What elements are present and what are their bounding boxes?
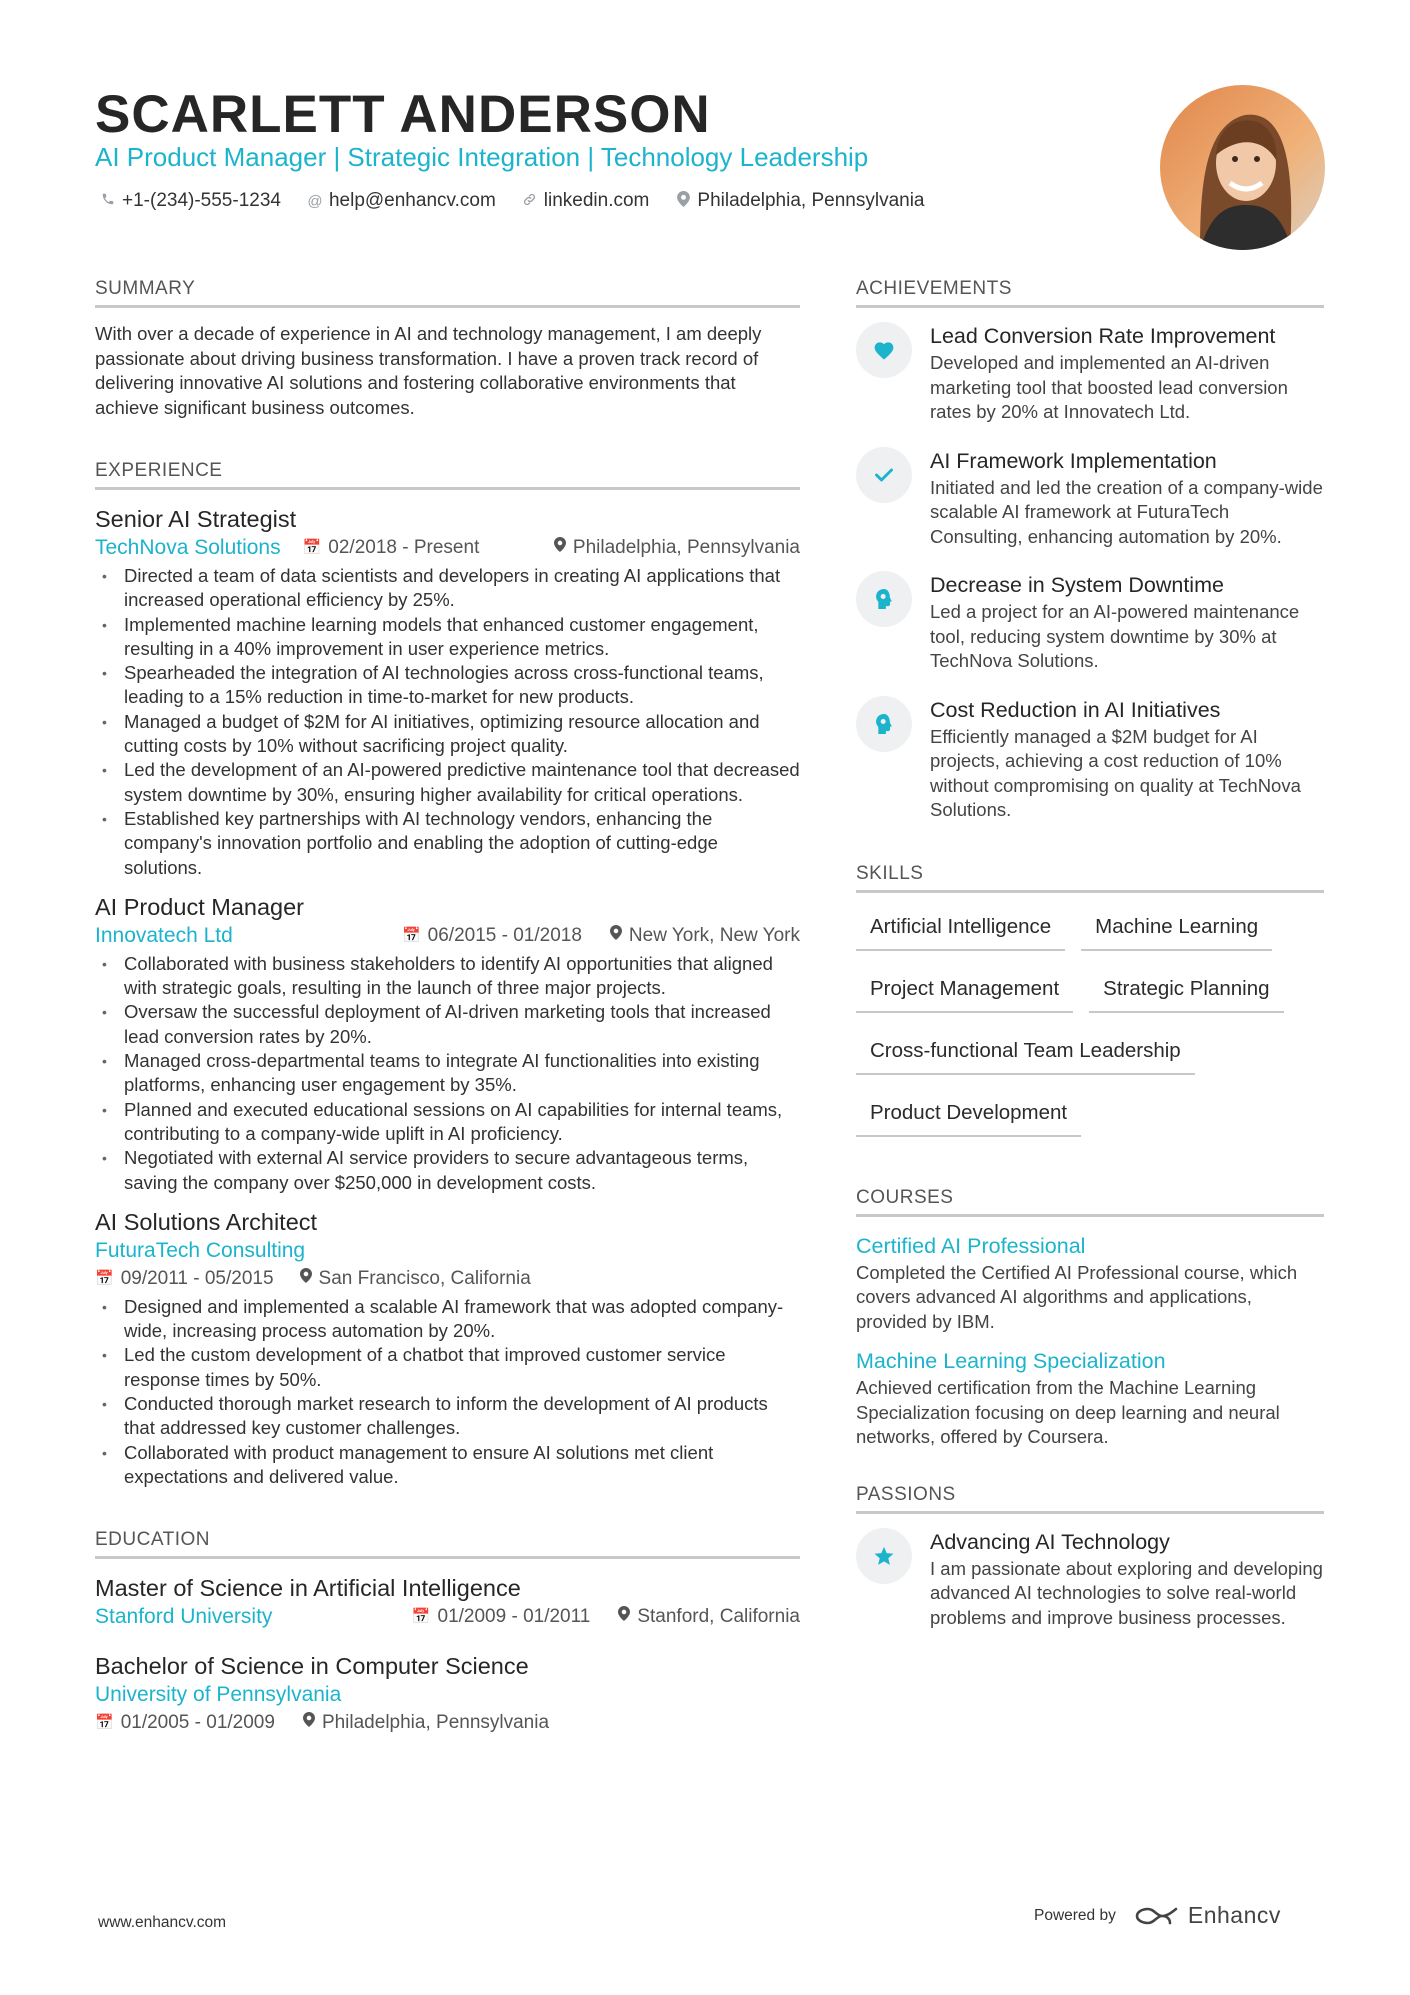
bullet: • Managed cross-departmental teams to integrate AI functionalities into existing platforms, enhancing user engagement by 35%.: [95, 1049, 800, 1098]
job-bullets: [95, 952, 800, 1195]
company-name: Innovatech Ltd: [95, 923, 233, 947]
bullet: • Implemented machine learning models that enhanced customer engagement, resulting in a 40% improvement in user experience metrics.: [95, 613, 800, 662]
experience-heading: EXPERIENCE: [95, 460, 800, 490]
contact-phone[interactable]: [100, 190, 281, 212]
course-item: [856, 1346, 1324, 1450]
passion-item: [856, 1528, 1324, 1631]
calendar-icon: 📅: [302, 539, 322, 556]
contact-email[interactable]: [307, 190, 496, 212]
skill-tag: Project Management: [856, 969, 1073, 1013]
brand-name: Enhancv: [1187, 1902, 1281, 1928]
bullet: • Negotiated with external AI service providers to secure advantageous terms, saving the company over $250,000 in development costs.: [95, 1146, 800, 1195]
enhancv-logo-icon: [1134, 1904, 1180, 1928]
dates-text: 02/2018 - Present: [328, 537, 480, 558]
linkedin-text: linkedin.com: [543, 190, 650, 211]
achievement-desc: Initiated and led the creation of a company-wide scalable AI framework at FuturaTech Consulting, enhancing automation by 20%.: [930, 476, 1323, 547]
skill-tag: Product Development: [856, 1093, 1081, 1137]
star-icon: [856, 1528, 912, 1584]
calendar-icon: 📅: [95, 1269, 114, 1287]
location-text: Philadelphia, Pennsylvania: [572, 537, 800, 558]
job-title: AI Solutions Architect: [95, 1208, 318, 1235]
degree: Master of Science in Artificial Intelligence: [95, 1575, 521, 1602]
job-bullets: [95, 564, 800, 880]
dates-text: 06/2015 - 01/2018: [427, 924, 582, 946]
right-column: [856, 278, 1324, 1652]
achievement-item: [856, 696, 1324, 823]
course-title: Machine Learning Specialization: [856, 1349, 1166, 1373]
course-title: Certified AI Professional: [856, 1233, 1086, 1258]
dates-text: 09/2011 - 05/2015: [120, 1267, 274, 1289]
company-name: FuturaTech Consulting: [95, 1238, 306, 1262]
achievement-item: [856, 447, 1324, 550]
bullet: • Established key partnerships with AI technology vendors, enhancing the company's innovation portfolio and enabling the adoption of cutting-edge solutions.: [95, 807, 800, 880]
calendar-icon: 📅: [95, 1714, 114, 1732]
job-title: AI Product Manager: [95, 893, 304, 920]
passion-desc: I am passionate about exploring and developing advanced AI technologies to solve real-world problems and improve business processes.: [930, 1557, 1323, 1628]
left-column: [95, 278, 800, 1737]
phone-icon: [100, 192, 116, 210]
education-meta: [95, 1603, 800, 1631]
course-item: [856, 1231, 1324, 1335]
experience-item: [95, 892, 800, 1195]
job-meta: [95, 534, 800, 562]
school-name: University of Pennsylvania: [95, 1683, 342, 1707]
powered-by-label: Powered by: [1034, 1906, 1116, 1924]
email-text: help@enhancv.com: [328, 190, 496, 211]
school-name: Stanford University: [95, 1605, 273, 1629]
education-meta: [95, 1709, 800, 1737]
education-dates: [412, 1603, 591, 1631]
location-text: New York, New York: [628, 924, 800, 946]
contact-row: [100, 190, 925, 212]
passions-heading: PASSIONS: [856, 1484, 1324, 1514]
degree: Bachelor of Science in Computer Science: [95, 1653, 529, 1680]
skill-tag: Artificial Intelligence: [856, 907, 1065, 951]
location-icon: [610, 922, 622, 950]
achievement-title: Lead Conversion Rate Improvement: [930, 324, 1276, 348]
job-dates: [303, 534, 480, 562]
dates-text: 01/2009 - 01/2011: [437, 1606, 591, 1628]
calendar-icon: 📅: [411, 1608, 431, 1626]
courses-heading: COURSES: [856, 1187, 1324, 1217]
job-bullets: [95, 1295, 800, 1489]
footer-branding: [1034, 1902, 1281, 1929]
headline: AI Product Manager | Strategic Integration | Technology Leadership: [95, 142, 869, 172]
passion-title: Advancing AI Technology: [930, 1529, 1170, 1554]
phone-text: +1-(234)-555-1234: [122, 190, 281, 211]
achievement-desc: Led a project for an AI-powered maintenance tool, reducing system downtime by 30% at TechNova Solutions.: [930, 601, 1300, 671]
bullet: • Collaborated with product management to ensure AI solutions met client expectations and delivered value.: [95, 1441, 800, 1490]
bullet: • Led the development of an AI-powered predictive maintenance tool that decreased system downtime by 30%, ensuring higher availability for critical operations.: [95, 758, 800, 807]
achievement-desc: Efficiently managed a $2M budget for AI projects, achieving a cost reduction of 10% without compromising on quality at TechNova Solutions.: [930, 725, 1301, 820]
calendar-icon: 📅: [401, 926, 421, 944]
job-location: [610, 922, 800, 950]
bullet: • Managed a budget of $2M for AI initiatives, optimizing resource allocation and cutting costs by 10% without sacrificing project quality.: [95, 710, 800, 759]
course-desc: Completed the Certified AI Professional course, which covers advanced AI algorithms and applications, provided by IBM.: [856, 1261, 1298, 1332]
education-location: [618, 1603, 800, 1631]
heart-icon: [856, 322, 912, 378]
achievement-title: Cost Reduction in AI Initiatives: [930, 697, 1221, 722]
education-location: [303, 1709, 549, 1737]
location-icon: [618, 1603, 630, 1631]
location-icon: [675, 191, 691, 211]
achievement-title: Decrease in System Downtime: [930, 573, 1224, 597]
brand-logo[interactable]: [1134, 1902, 1281, 1929]
location-icon: [300, 1265, 312, 1293]
bullet: • Spearheaded the integration of AI technologies across cross-functional teams, leading to a 15% reduction in time-to-market for new products.: [95, 661, 800, 710]
bullet: • Directed a team of data scientists and developers in creating AI applications that increased operational efficiency by 25%.: [95, 564, 800, 613]
profile-photo: [1160, 85, 1325, 250]
check-icon: [856, 447, 912, 503]
skill-tag: Cross-functional Team Leadership: [856, 1031, 1195, 1075]
job-location: [554, 534, 800, 562]
experience-item: [95, 504, 800, 880]
job-dates: [95, 1265, 274, 1293]
summary-text: With over a decade of experience in AI and technology management, I am deeply passionate about driving business transformation. I have a proven track record of delivering innovative AI solutions and fostering collaborative environments that achieve significant business outcomes.: [95, 323, 762, 418]
achievement-desc: Developed and implemented an AI-driven marketing tool that boosted lead conversion rates by 20% at Innovatech Ltd.: [930, 352, 1288, 422]
location-text: Philadelphia, Pennsylvania: [697, 190, 925, 211]
job-company-row: [95, 1237, 800, 1265]
education-school-row: [95, 1681, 800, 1709]
bullet: • Conducted thorough market research to inform the development of AI products that addressed key customer challenges.: [95, 1392, 800, 1441]
brain-icon: [856, 571, 912, 627]
bullet: • Collaborated with business stakeholders to identify AI opportunities that aligned with strategic goals, resulting in the launch of three major projects.: [95, 952, 800, 1001]
job-title: Senior AI Strategist: [95, 506, 297, 532]
job-meta: [95, 922, 800, 950]
brain-icon: [856, 696, 912, 752]
location-icon: [554, 534, 566, 562]
achievement-title: AI Framework Implementation: [930, 448, 1217, 473]
dates-text: 01/2005 - 01/2009: [120, 1712, 275, 1734]
experience-item: [95, 1207, 800, 1489]
location-text: Stanford, California: [637, 1606, 800, 1628]
bullet: • Planned and executed educational sessions on AI capabilities for internal teams, contributing to a company-wide uplift in AI proficiency.: [95, 1098, 800, 1147]
achievements-heading: ACHIEVEMENTS: [856, 278, 1324, 308]
achievement-item: [856, 322, 1324, 425]
education-heading: EDUCATION: [95, 1529, 800, 1559]
education-item: [95, 1651, 800, 1737]
job-dates: [402, 922, 582, 950]
education-dates: [95, 1709, 275, 1737]
location-text: Philadelphia, Pennsylvania: [321, 1712, 550, 1734]
contact-location: [675, 190, 924, 212]
bullet: • Oversaw the successful deployment of AI-driven marketing tools that increased lead conversion rates by 20%.: [95, 1000, 800, 1049]
contact-linkedin[interactable]: [522, 190, 650, 212]
at-icon: @: [307, 192, 323, 210]
skills-list: [856, 907, 1324, 1137]
skill-tag: Machine Learning: [1081, 907, 1272, 951]
skills-heading: SKILLS: [856, 863, 1324, 893]
footer-website[interactable]: www.enhancv.com: [98, 1914, 227, 1931]
location-text: San Francisco, California: [318, 1267, 531, 1289]
company-name: TechNova Solutions: [95, 536, 281, 559]
job-location: [300, 1265, 531, 1293]
education-item: [95, 1573, 800, 1631]
candidate-name: SCARLETT ANDERSON: [95, 85, 711, 144]
bullet: • Led the custom development of a chatbot that improved customer service response times by 50%.: [95, 1343, 800, 1392]
location-icon: [303, 1709, 315, 1737]
skill-tag: Strategic Planning: [1089, 969, 1283, 1013]
bullet: • Designed and implemented a scalable AI framework that was adopted company-wide, increasing process automation by 20%.: [95, 1295, 800, 1344]
achievement-item: [856, 571, 1324, 674]
summary-heading: SUMMARY: [95, 278, 800, 308]
job-meta: [95, 1265, 800, 1293]
link-icon: [522, 192, 538, 211]
course-desc: Achieved certification from the Machine Learning Specialization focusing on deep learning and neural networks, offered by Coursera.: [856, 1377, 1280, 1447]
